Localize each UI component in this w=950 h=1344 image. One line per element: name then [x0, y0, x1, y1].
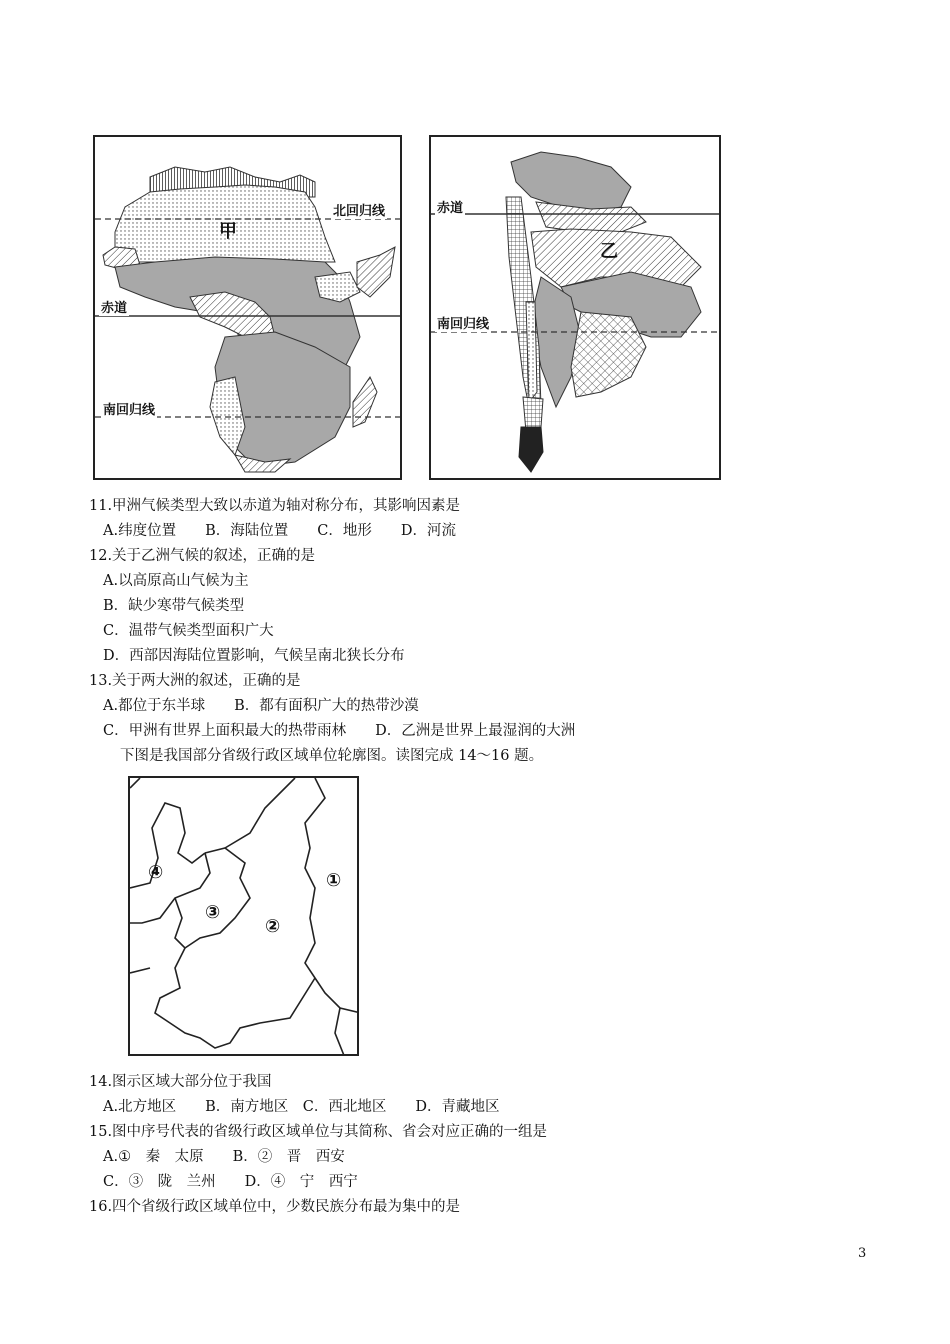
question-11-options: A.纬度位置 B．海陆位置 C．地形 D．河流: [103, 523, 456, 539]
question-15-options-cd: C．③ 陇 兰州 D．④ 宁 西宁: [103, 1174, 358, 1190]
label-equator-sa: 赤道: [435, 197, 465, 216]
label-tropic-south: 南回归线: [101, 399, 157, 418]
china-provinces-map: [128, 776, 359, 1056]
question-13-options-cd: C．甲洲有世界上面积最大的热带雨林 D．乙洲是世界上最湿润的大洲: [103, 723, 576, 739]
south-america-map: [429, 135, 721, 480]
region-1-marker: ①: [326, 870, 342, 891]
south-america-map-graphic: [431, 137, 721, 480]
question-12-option-a: A.以高原高山气候为主: [103, 573, 249, 589]
question-12-option-c: C．温带气候类型面积广大: [103, 623, 274, 639]
label-continent-jia: 甲: [219, 221, 237, 242]
question-14-options: A.北方地区 B．南方地区 C．西北地区 D．青藏地区: [103, 1099, 500, 1115]
label-tropic-south-sa: 南回归线: [435, 313, 491, 332]
question-14-stem: 14.图示区域大部分位于我国: [89, 1074, 272, 1090]
question-15-options-ab: A.① 秦 太原 B．② 晋 西安: [103, 1149, 345, 1165]
question-15-stem: 15.图中序号代表的省级行政区域单位与其简称、省会对应正确的一组是: [89, 1124, 548, 1140]
question-13-options-ab: A.都位于东半球 B．都有面积广大的热带沙漠: [103, 698, 419, 714]
label-equator: 赤道: [99, 297, 129, 316]
question-12-option-d: D．西部因海陆位置影响，气候呈南北狭长分布: [103, 648, 405, 664]
region-2-marker: ②: [265, 916, 281, 937]
question-12-option-b: B．缺少寒带气候类型: [103, 598, 245, 614]
region-4-marker: ④: [148, 862, 164, 883]
label-continent-yi: 乙: [600, 241, 618, 262]
africa-map-graphic: [95, 137, 402, 480]
page-number: 3: [858, 1246, 867, 1261]
label-tropic-north: 北回归线: [331, 200, 387, 219]
question-12-stem: 12.关于乙洲气候的叙述，正确的是: [89, 548, 316, 564]
question-11-stem: 11.甲洲气候类型大致以赤道为轴对称分布，其影响因素是: [89, 498, 461, 514]
region-3-marker: ③: [205, 902, 221, 923]
china-provinces-graphic: [130, 778, 359, 1056]
question-13-stem: 13.关于两大洲的叙述，正确的是: [89, 673, 301, 689]
question-16-stem: 16.四个省级行政区域单位中，少数民族分布最为集中的是: [89, 1199, 461, 1215]
africa-map: [93, 135, 402, 480]
map-intro: 下图是我国部分省级行政区域单位轮廓图。读图完成 14～16 题。: [120, 748, 544, 764]
